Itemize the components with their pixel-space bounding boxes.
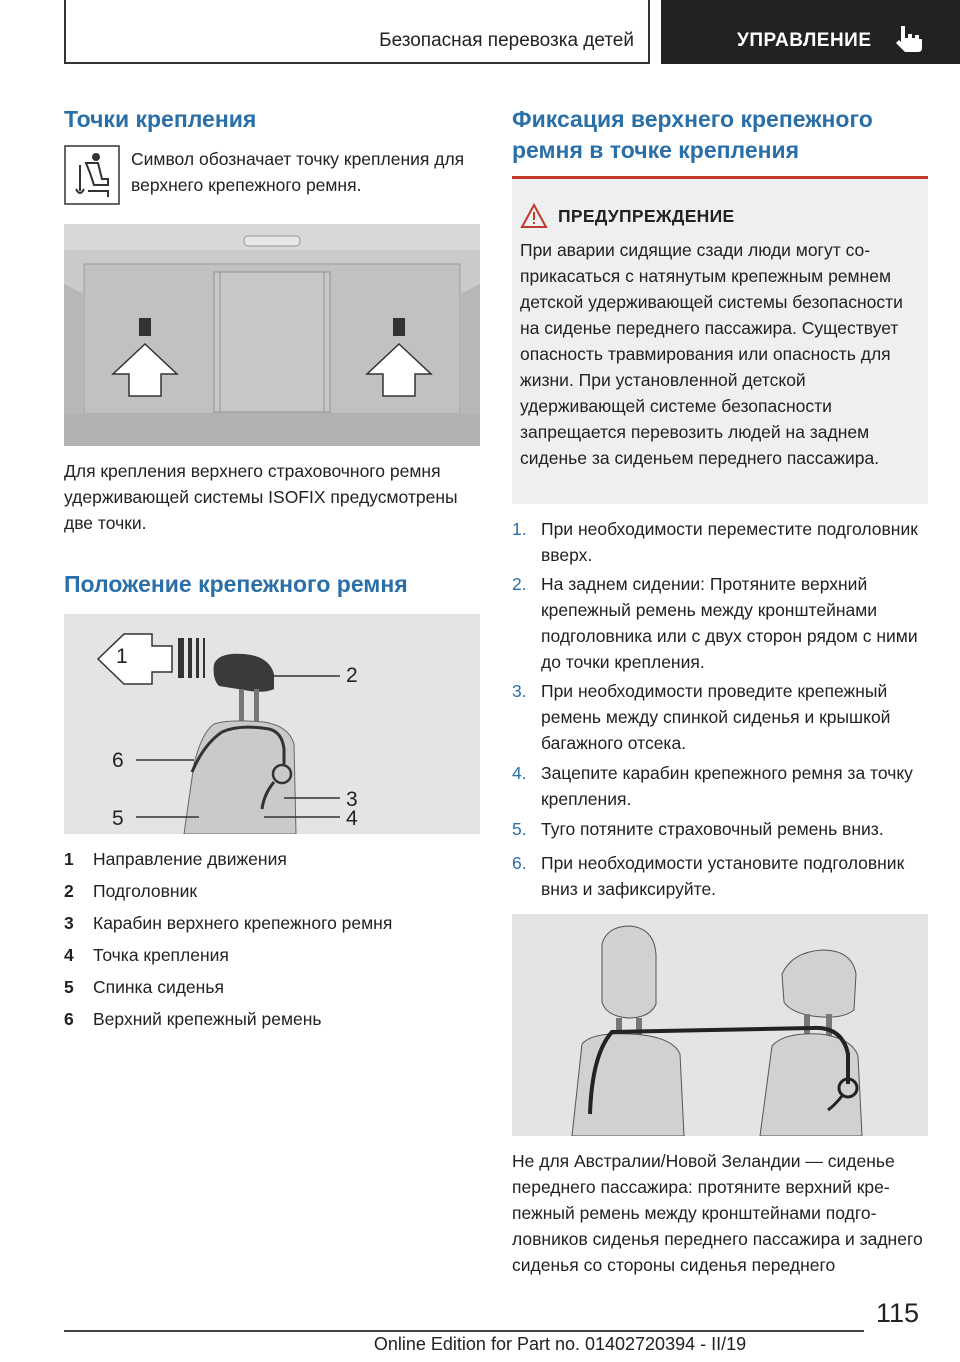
step-text: Зацепите карабин крепежного ремня за точку крепления. xyxy=(541,763,913,809)
step-number: 2. xyxy=(512,574,527,594)
callout-6: 6 xyxy=(112,749,124,772)
warning-triangle-icon xyxy=(520,203,548,229)
callout-1: 1 xyxy=(116,645,128,668)
warning-box xyxy=(512,176,928,504)
paragraph-two-points: Для крепления верхнего страховочного ремня удерживающей системы ISOFIX предусмотрены две точки. xyxy=(64,461,458,533)
symbol-description: Символ обозначает точку крепления для верхнего крепежного ремня. xyxy=(131,149,465,195)
legend-label: Подголовник xyxy=(93,881,198,901)
trunk-anchor-figure xyxy=(64,224,480,446)
header-chapter-title: УПРАВЛЕНИЕ xyxy=(737,30,872,51)
header-section-title: Безопасная перевозка детей xyxy=(379,30,634,51)
trunk-anchor-illustration xyxy=(64,224,480,446)
legend-number: 4 xyxy=(64,945,74,965)
isofix-anchor-symbol-icon xyxy=(64,145,120,205)
headrest-strap-illustration xyxy=(512,914,928,1136)
legend-label: Спинка сиденья xyxy=(93,977,224,997)
headrest-strap-figure xyxy=(512,914,928,1136)
step-text: При необходимости проведите крепежный ремень между спинкой сиденья и крышкой багажного отсека. xyxy=(541,681,891,753)
callout-3: 3 xyxy=(346,788,358,811)
legend-number: 6 xyxy=(64,1009,74,1029)
header-section-box xyxy=(64,0,650,64)
warning-title: ПРЕДУПРЕЖДЕНИЕ xyxy=(558,206,735,226)
callout-4: 4 xyxy=(346,807,358,830)
warning-text: При аварии сидящие сзади люди могут соприкасаться с натянутым крепежным ремнем детской удерживающей системы безопасности на сиденье переднего пассажира. Существует опасность травмирования или опасность для жизни. При установленной детской удерживающей системе безопасности запрещается перевозить людей на заднем сиденье за сиденьем переднего пассажира. xyxy=(520,240,903,468)
legend-number: 1 xyxy=(64,849,74,869)
step-text: При необходимости установите подголовник вниз и зафиксируйте. xyxy=(541,853,905,899)
legend-label: Верхний крепежный ремень xyxy=(93,1009,322,1029)
hand-pointer-icon xyxy=(893,24,927,54)
step-text: Туго потяните страховочный ремень вниз. xyxy=(541,819,884,839)
step-number: 4. xyxy=(512,763,527,783)
legend-number: 3 xyxy=(64,913,74,933)
heading-strap-position: Положение крепежного ремня xyxy=(64,571,408,597)
page-number: 115 xyxy=(876,1298,920,1328)
legend-label: Карабин верхнего крепежного ремня xyxy=(93,913,393,933)
strap-position-illustration xyxy=(64,614,480,834)
step-number: 5. xyxy=(512,819,527,839)
legend-number: 5 xyxy=(64,977,74,997)
legend-number: 2 xyxy=(64,881,74,901)
step-text: При необходимости переместите подголовник вверх. xyxy=(541,519,918,565)
callout-5: 5 xyxy=(112,807,124,830)
heading-fix-strap: Фиксация верхнего крепежного ремня в точке крепления xyxy=(512,106,873,163)
footer-divider xyxy=(64,1330,864,1332)
step-text: На заднем сидении: Протяните верхний крепежный ремень между кронштейнами подголовника или с двух сторон рядом с ними до точки крепления. xyxy=(541,574,918,672)
step-number: 1. xyxy=(512,519,527,539)
heading-anchor-points: Точки крепления xyxy=(64,106,257,132)
footer-edition: Online Edition for Part no. 01402720394 - II/19 xyxy=(373,1334,747,1354)
legend-label: Точка крепления xyxy=(93,945,229,965)
strap-position-figure xyxy=(64,614,480,834)
header-chapter-box xyxy=(661,0,960,64)
callout-2: 2 xyxy=(346,664,358,687)
paragraph-not-australia: Не для Австралии/Новой Зеландии — сиденье переднего пассажира: протяните верхний крепежный ремень между кронштейнами подголовников сиденья переднего пассажира и заднего сиденья со стороны сиденья переднего xyxy=(512,1151,923,1275)
step-number: 6. xyxy=(512,853,527,873)
step-number: 3. xyxy=(512,681,527,701)
legend-label: Направление движения xyxy=(93,849,287,869)
